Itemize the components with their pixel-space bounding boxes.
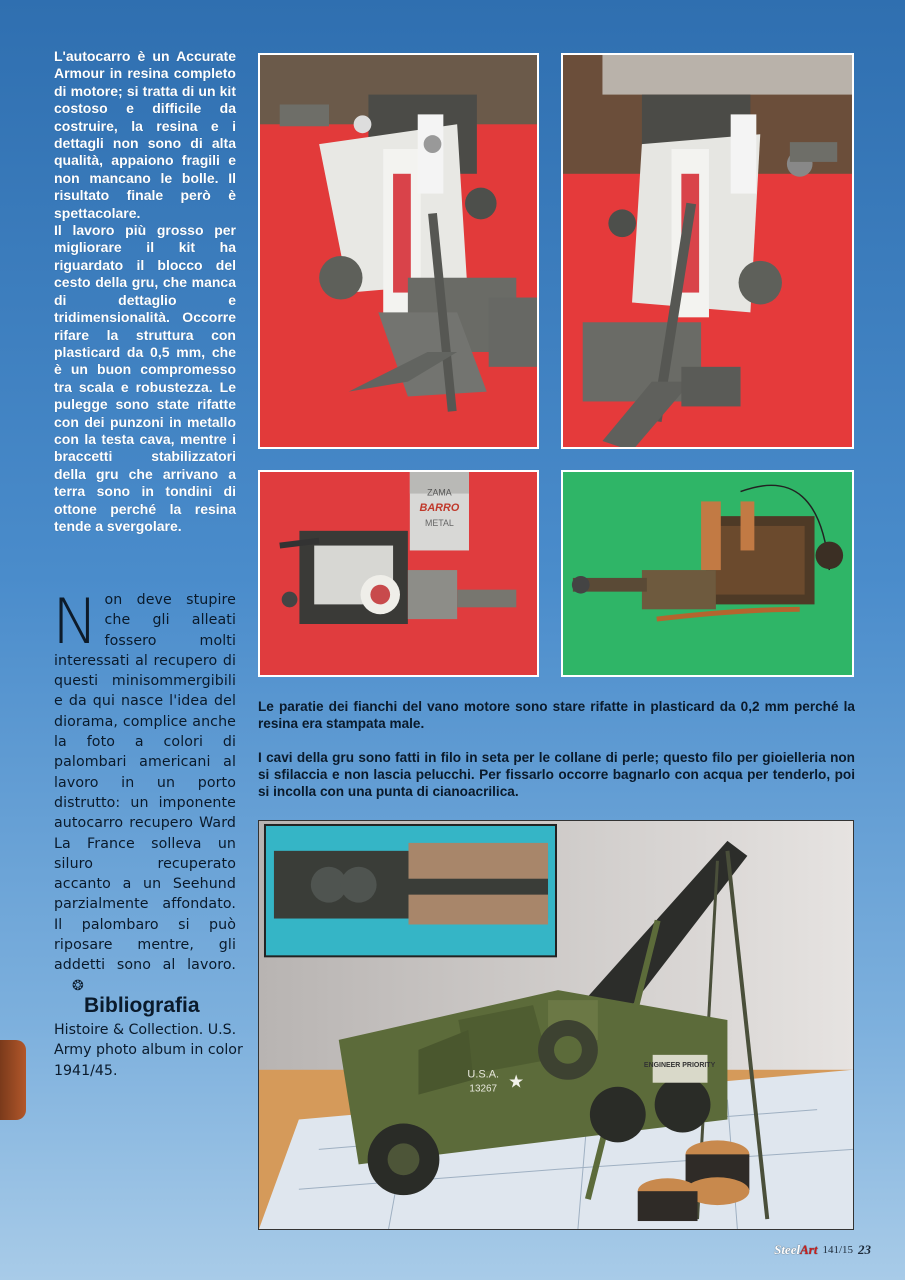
bibliography-text: Histoire & Collection. U.S. Army photo album in color 1941/45. [54, 1022, 243, 1079]
paint-tube-type-label: METAL [424, 517, 454, 528]
paint-tube-name-label: BARRO [419, 502, 460, 515]
photo-crane-block-left [258, 53, 539, 449]
bibliography-title: Bibliografia [84, 994, 200, 1017]
issue-number: 141/15 [822, 1244, 853, 1256]
page-edge-decoration [0, 1040, 26, 1120]
intro-column [54, 48, 236, 535]
truck-priority-sign: ENGINEER PRIORITY [643, 1061, 716, 1069]
article-end-icon: ❂ [72, 977, 84, 994]
logo-art: Art [800, 1242, 818, 1257]
photo-crane-block-right [561, 53, 854, 449]
star-insignia-icon: ★ [508, 1071, 525, 1093]
magazine-logo [774, 1242, 817, 1258]
truck-registration-number: 13267 [469, 1083, 498, 1095]
caption-crane-cables: I cavi della gru sono fatti in filo in seta per le collane di perle; questo filo per gioielleria non si sfilaccia e non lascia pelucchi. Per fissarlo occorre bagnarlo con acqua per tenderlo, poi si incolla con una punta di cianoacrilica. [258, 750, 855, 799]
intro-paragraph-2: Il lavoro più grosso per migliorare il kit ha riguardato il blocco del cesto della gru, che manca di dettaglio e tridimensionalità. Occorre rifare la struttura con plasticard da 0,5 mm, che è un buon compromesso tra scala e robustezza. Le pulegge sono state rifatte con dei punzoni in metallo con la testa cava, mentre i braccetti stabilizzatori della gru che arrivano a terra sono in tondini di ottone perché la resina tende a svergolare. [54, 222, 236, 534]
body-column [52, 585, 236, 996]
body-text: on deve stupire che gli alleati fossero molti interessati al recupero di questi minisommergibili e da qui nasce l'idea del diorama, complice anche la foto a colori di palombari americani al lavoro in un porto distrutto: un imponente autocarro recupero Ward La France solleva un siluro recuperato accanto a un Seehund parzialmente affondato. Il palombaro si può riposare mentre, gli addetti sono al lavoro. [54, 592, 236, 974]
photo-engine-green [561, 470, 854, 677]
photo-engine-red [258, 470, 539, 677]
drop-cap: N [52, 585, 99, 658]
intro-paragraph-1: L'autocarro è un Accurate Armour in resina completo di motore; si tratta di un kit costoso e difficile da costruire, la resina e i dettagli non sono di alta qualità, appaiono fragili e non mancano le bolle. Il risultato finale però è spettacolare. [54, 48, 236, 221]
page-footer [774, 1242, 871, 1258]
truck-usa-marking: U.S.A. [467, 1068, 500, 1081]
photo-diorama-main [258, 820, 854, 1230]
page-number: 23 [858, 1242, 871, 1257]
logo-steel: Steel [774, 1242, 801, 1257]
paint-tube-brand-label: ZAMA [427, 487, 452, 498]
caption-engine: Le paratie dei fianchi del vano motore sono stare rifatte in plasticard da 0,2 mm perché la resina era stampata male. [258, 699, 855, 731]
